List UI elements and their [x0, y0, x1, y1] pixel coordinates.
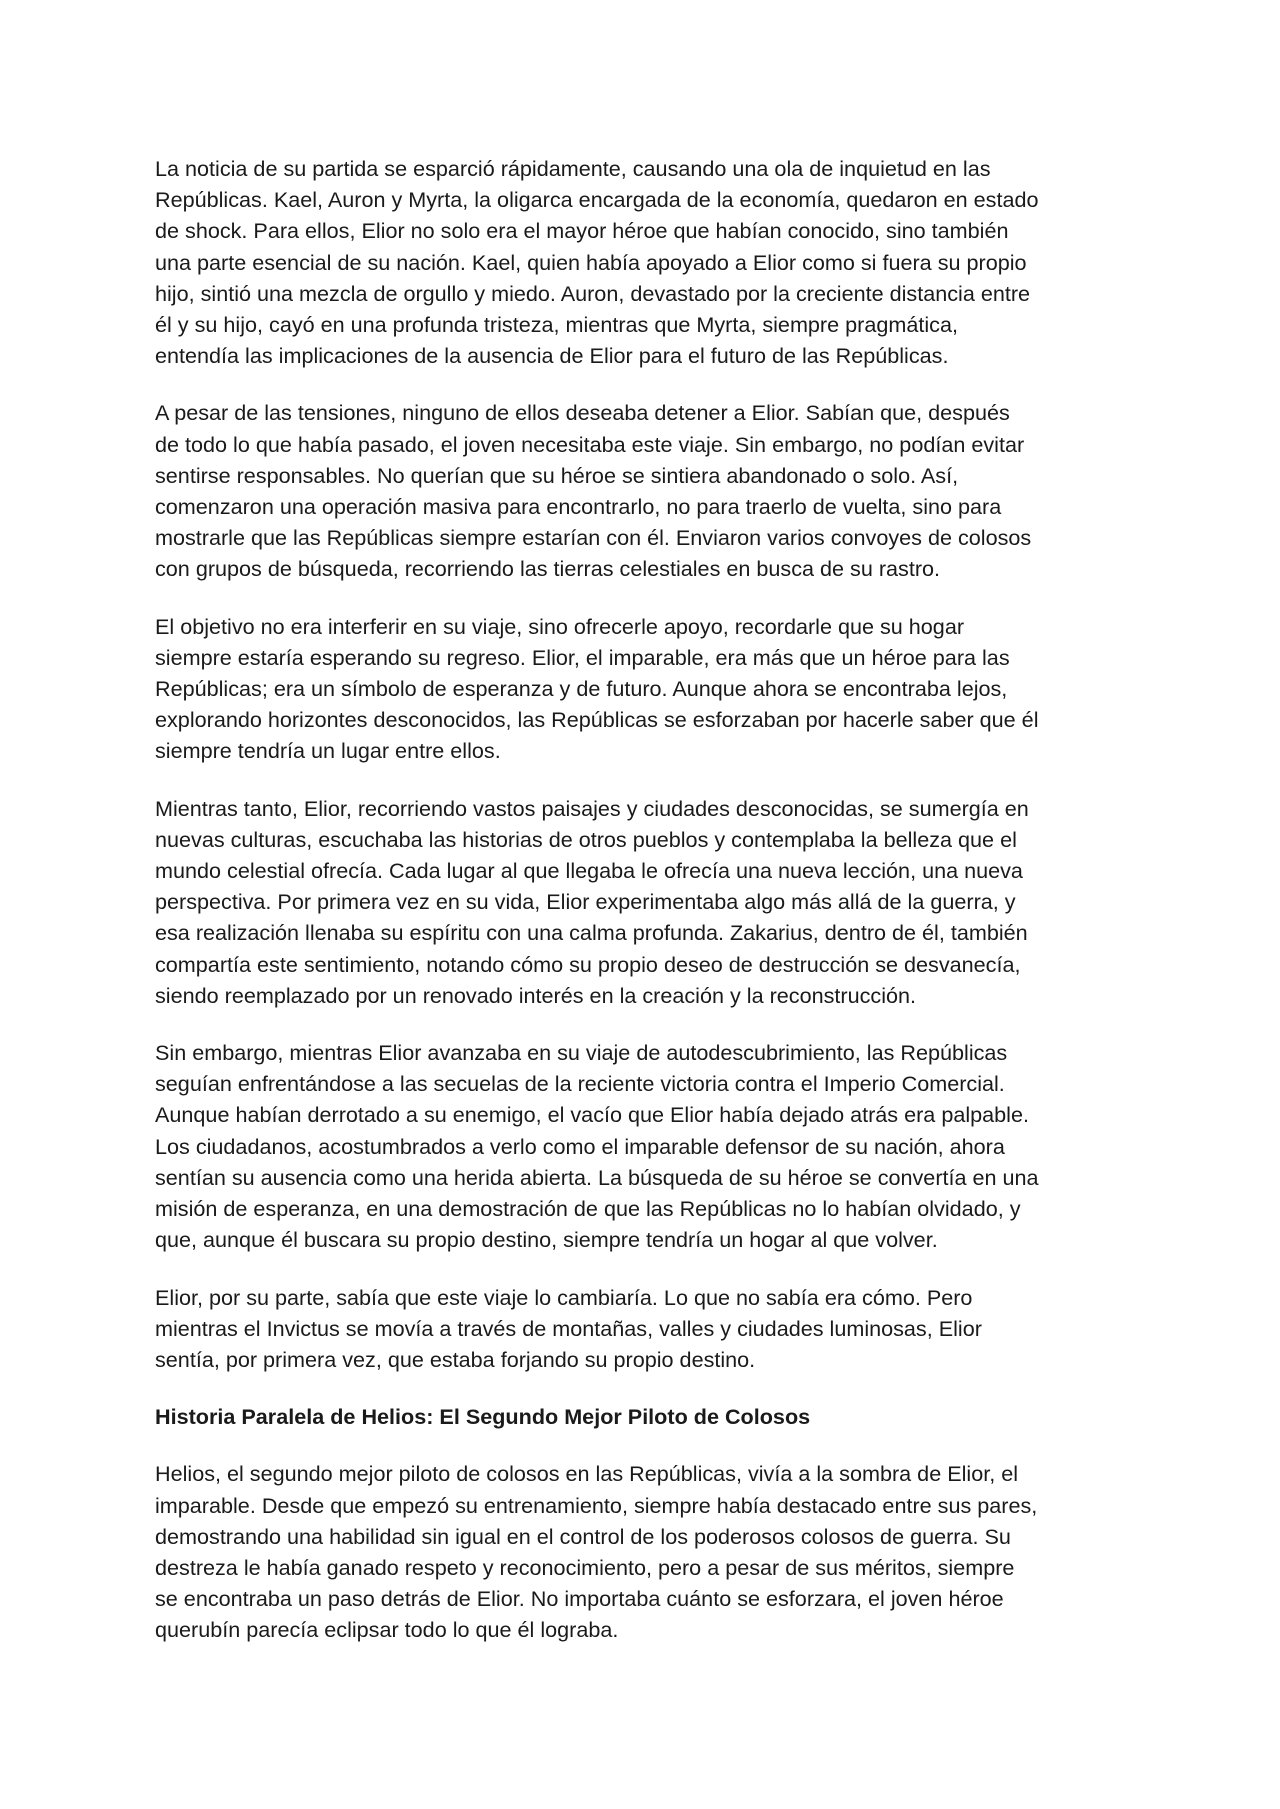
paragraph-line: mientras el Invictus se movía a través de montañas, valles y ciudades luminosas, Elior — [155, 1315, 982, 1341]
paragraph-line: con grupos de búsqueda, recorriendo las tierras celestiales en busca de su rastro. — [155, 556, 941, 582]
paragraph-line: perspectiva. Por primera vez en su vida, Elior experimentaba algo más allá de la guerra, y — [155, 889, 1016, 915]
paragraph-line: entendía las implicaciones de la ausencia de Elior para el futuro de las Repúblicas. — [155, 343, 949, 369]
paragraph-line: demostrando una habilidad sin igual en el control de los poderosos colosos de guerra. Su — [155, 1523, 1011, 1549]
body-paragraph — [155, 793, 1130, 1011]
paragraph-line: querubín parecía eclipsar todo lo que él lograba. — [155, 1617, 619, 1643]
paragraph-line: destreza le había ganado respeto y reconocimiento, pero a pesar de sus méritos, siempre — [155, 1554, 1015, 1580]
paragraph-line: de todo lo que había pasado, el joven necesitaba este viaje. Sin embargo, no podían evitar — [155, 431, 1025, 457]
paragraph-line: mostrarle que las Repúblicas siempre estarían con él. Enviaron varios convoyes de colosos — [155, 525, 1032, 551]
paragraph-line: A pesar de las tensiones, ninguno de ellos deseaba detener a Elior. Sabían que, después — [155, 400, 1010, 426]
paragraph-line: sentían su ausencia como una herida abierta. La búsqueda de su héroe se convertía en una — [155, 1164, 1039, 1190]
paragraph-line: mundo celestial ofrecía. Cada lugar al que llegaba le ofrecía una nueva lección, una nueva — [155, 858, 1023, 884]
paragraph-line: una parte esencial de su nación. Kael, quien había apoyado a Elior como si fuera su propio — [155, 249, 1027, 275]
paragraph-line: hijo, sintió una mezcla de orgullo y miedo. Auron, devastado por la creciente distancia entre — [155, 280, 1031, 306]
paragraph-line: esa realización llenaba su espíritu con una calma profunda. Zakarius, dentro de él, también — [155, 920, 1028, 946]
paragraph-line: Sin embargo, mientras Elior avanzaba en su viaje de autodescubrimiento, las Repúblicas — [155, 1040, 1008, 1066]
paragraph-line: explorando horizontes desconocidos, las Repúblicas se esforzaban por hacerle saber que él — [155, 707, 1039, 733]
section-heading — [155, 1401, 1130, 1432]
body-paragraph — [155, 397, 1130, 584]
paragraph-line: sentía, por primera vez, que estaba forjando su propio destino. — [155, 1346, 756, 1372]
body-paragraph — [155, 153, 1130, 371]
document-body — [155, 153, 1130, 1672]
paragraph-line: se encontraba un paso detrás de Elior. No importaba cuánto se esforzara, el joven héroe — [155, 1586, 1004, 1612]
paragraph-line: Elior, por su parte, sabía que este viaje lo cambiaría. Lo que no sabía era cómo. Pero — [155, 1284, 973, 1310]
paragraph-line: comenzaron una operación masiva para encontrarlo, no para traerlo de vuelta, sino para — [155, 494, 1002, 520]
body-paragraph — [155, 1282, 1130, 1376]
paragraph-line: siendo reemplazado por un renovado interés en la creación y la reconstrucción. — [155, 982, 917, 1008]
paragraph-line: imparable. Desde que empezó su entrenamiento, siempre había destacado entre sus pares, — [155, 1492, 1038, 1518]
paragraph-line: él y su hijo, cayó en una profunda tristeza, mientras que Myrta, siempre pragmática, — [155, 312, 958, 338]
paragraph-line: compartía este sentimiento, notando cómo su propio deseo de destrucción se desvanecía, — [155, 951, 1021, 977]
body-paragraph — [155, 611, 1130, 767]
paragraph-line: La noticia de su partida se esparció rápidamente, causando una ola de inquietud en las — [155, 156, 991, 181]
paragraph-line: que, aunque él buscara su propio destino, siempre tendría un hogar al que volver. — [155, 1227, 938, 1253]
paragraph-line: Repúblicas; era un símbolo de esperanza y de futuro. Aunque ahora se encontraba lejos, — [155, 676, 1008, 702]
heading-text: Historia Paralela de Helios: El Segundo Mejor Piloto de Colosos — [155, 1404, 811, 1430]
paragraph-line: misión de esperanza, en una demostración de que las Repúblicas no lo habían olvidado, y — [155, 1196, 1021, 1222]
paragraph-line: Aunque habían derrotado a su enemigo, el vacío que Elior había dejado atrás era palpable. — [155, 1102, 1029, 1128]
paragraph-line: siempre tendría un lugar entre ellos. — [155, 738, 501, 764]
paragraph-line: nuevas culturas, escuchaba las historias de otros pueblos y contemplaba la belleza que el — [155, 826, 1017, 852]
body-paragraph — [155, 1037, 1130, 1255]
paragraph-line: El objetivo no era interferir en su viaje, sino ofrecerle apoyo, recordarle que su hogar — [155, 613, 965, 639]
paragraph-line: Los ciudadanos, acostumbrados a verlo como el imparable defensor de su nación, ahora — [155, 1133, 1005, 1159]
paragraph-line: Mientras tanto, Elior, recorriendo vastos paisajes y ciudades desconocidas, se sumergía en — [155, 795, 1029, 821]
paragraph-line: siempre estaría esperando su regreso. Elior, el imparable, era más que un héroe para las — [155, 644, 1010, 670]
paragraph-line: Helios, el segundo mejor piloto de colosos en las Repúblicas, vivía a la sombra de Elior, el — [155, 1461, 1019, 1487]
body-paragraph — [155, 1458, 1130, 1645]
paragraph-line: sentirse responsables. No querían que su héroe se sintiera abandonado o solo. Así, — [155, 462, 959, 488]
paragraph-line: Repúblicas. Kael, Auron y Myrta, la oligarca encargada de la economía, quedaron en estado — [155, 187, 1039, 213]
paragraph-line: seguían enfrentándose a las secuelas de la reciente victoria contra el Imperio Comercial. — [155, 1071, 1005, 1097]
paragraph-line: de shock. Para ellos, Elior no solo era el mayor héroe que habían conocido, sino también — [155, 218, 1009, 244]
